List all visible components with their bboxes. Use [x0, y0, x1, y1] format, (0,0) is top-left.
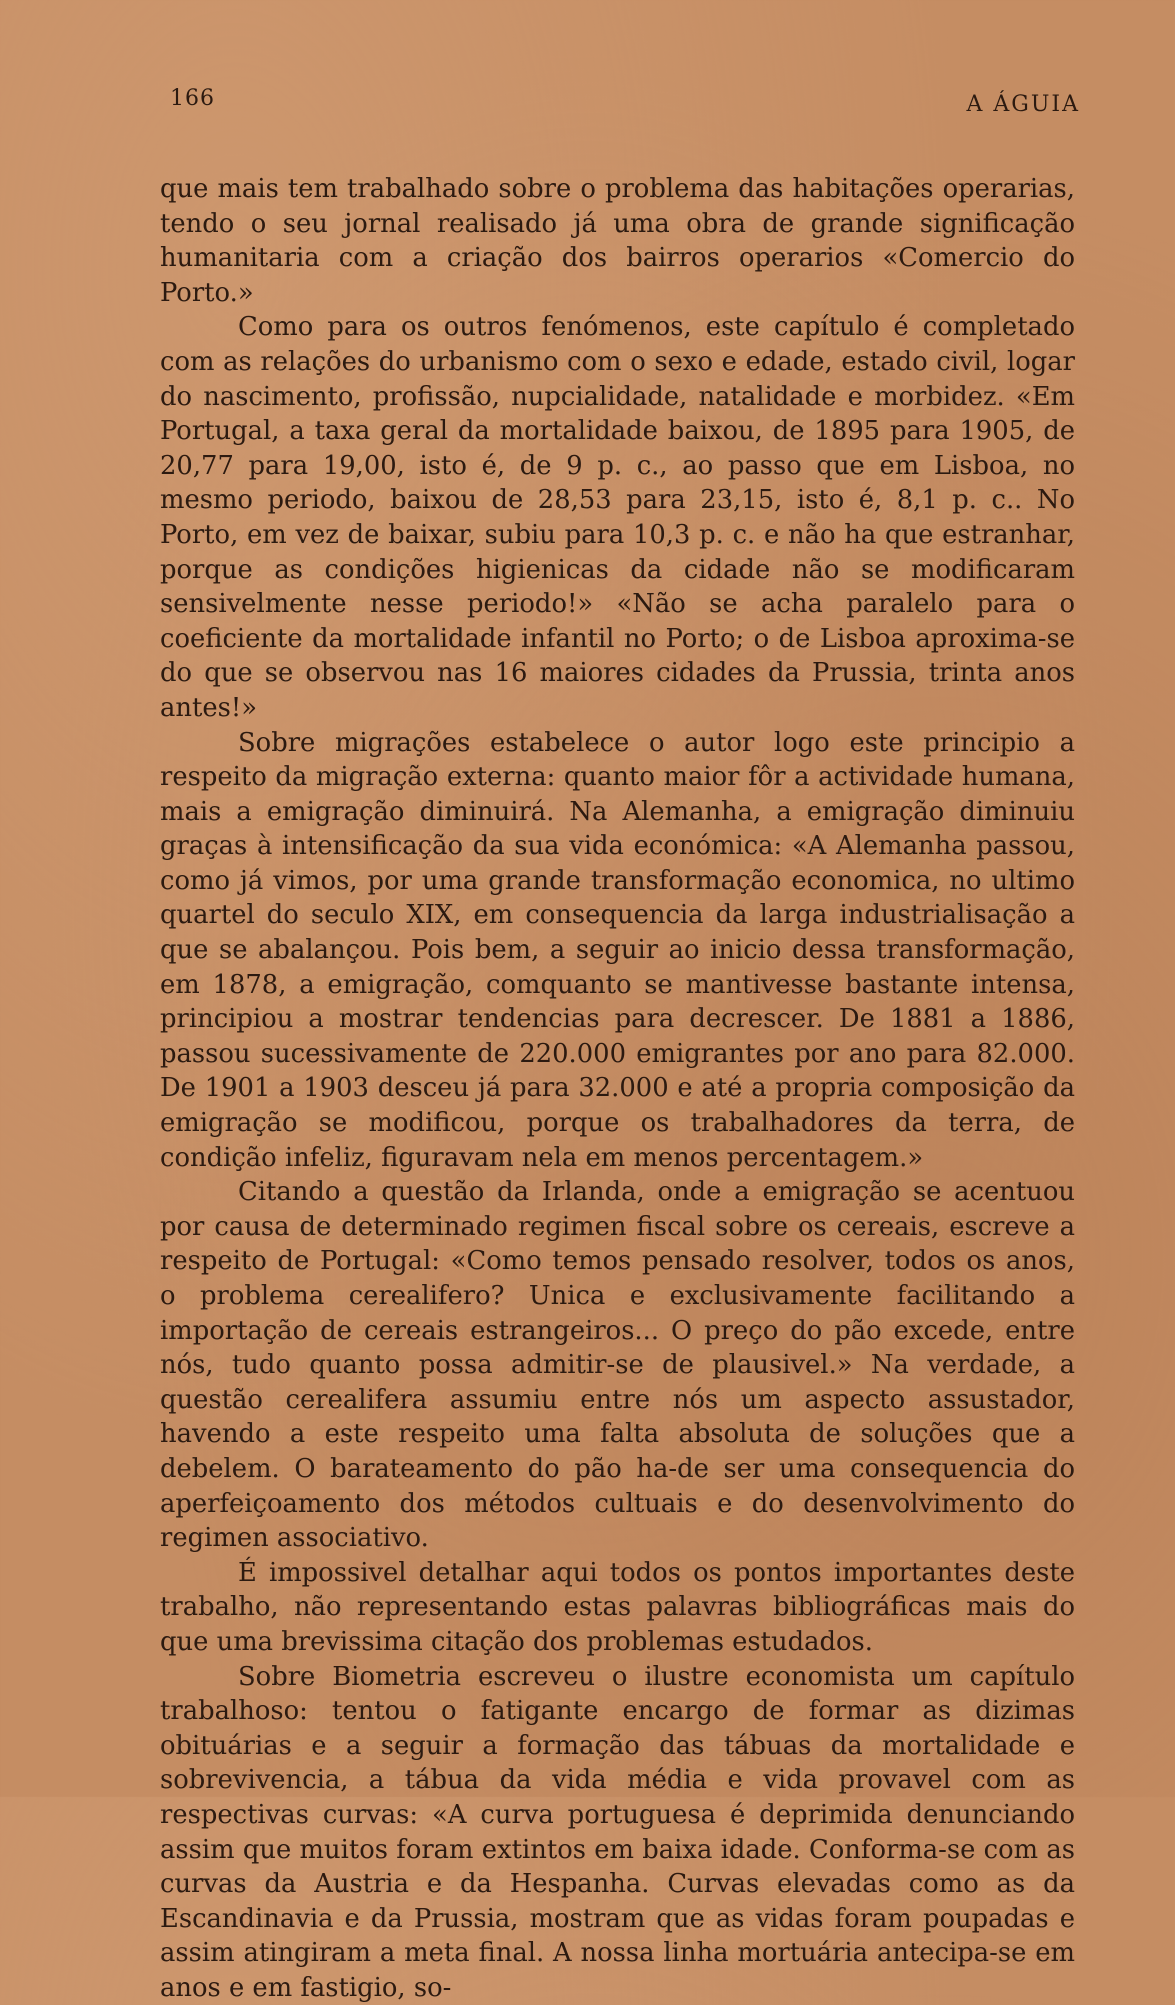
running-head: A ÁGUIA	[966, 92, 1080, 117]
paragraph-continued: que mais tem trabalhado sobre o problema das habitações operarias, tendo o seu jornal realisado já uma obra de grande significação humanitaria com a criação dos bairros operarios «Comercio do Porto.»	[160, 174, 1075, 308]
paragraph: Sobre Biometria escreveu o ilustre economista um capítulo trabalhoso: tentou o fatigante encargo de formar as dizimas obituárias e a seguir a formação das tábuas da mortalidade e sobrevivencia, a tábua da vida média e vida provavel com as respectivas curvas: «A curva portuguesa é deprimida denunciando assim que muitos foram extintos em baixa idade. Conforma-se com as curvas da Austria e da Hespanha. Curvas elevadas como as da Escandinavia e da Prussia, mostram que as vidas foram poupadas e assim atingiram a meta final. A nossa linha mortuária antecipa-se em anos e em fastigio, so-	[160, 1661, 1075, 2003]
paragraph: Sobre migrações estabelece o autor logo este principio a respeito da migração externa: quanto maior fôr a actividade humana, mais a emigração diminuirá. Na Alemanha, a emigração diminuiu graças à intensificação da sua vida económica: «A Alemanha passou, como já vimos, por uma grande transformação economica, no ultimo quartel do seculo XIX, em consequencia da larga industrialisação a que se abalançou. Pois bem, a seguir ao inicio dessa transformação, em 1878, a emigração, comquanto se mantivesse bastante intensa, principiou a mostrar tendencias para decrescer. De 1881 a 1886, passou sucessivamente de 220.000 emigrantes por ano para 82.000. De 1901 a 1903 desceu já para 32.000 e até a propria composição da emigração se modificou, porque os trabalhadores da terra, de condição infeliz, figuravam nela em menos percentagem.»	[160, 727, 1075, 1173]
paragraph: Citando a questão da Irlanda, onde a emigração se acentuou por causa de determinado regimen fiscal sobre os cereais, escreve a respeito de Portugal: «Como temos pensado resolver, todos os anos, o problema cerealifero? Unica e exclusivamente facilitando a importação de cereais estrangeiros... O preço do pão excede, entre nós, tudo quanto possa admitir-se de plausivel.» Na verdade, a questão cerealifera assumiu entre nós um aspecto assustador, havendo a este respeito uma falta absoluta de soluções que a debelem. O barateamento do pão ha-de ser uma consequencia do aperfeiçoamento dos métodos cultuais e do desenvolvimento do regimen associativo.	[160, 1177, 1075, 1554]
paragraph: Como para os outros fenómenos, este capítulo é completado com as relações do urbanismo com o sexo e edade, estado civil, logar do nascimento, profissão, nupcialidade, natalidade e morbidez. «Em Portugal, a taxa geral da mortalidade baixou, de 1895 para 1905, de 20,77 para 19,00, isto é, de 9 p. c., ao passo que em Lisboa, no mesmo periodo, baixou de 28,53 para 23,15, isto é, 8,1 p. c.. No Porto, em vez de baixar, subiu para 10,3 p. c. e não ha que estranhar, porque as condições higienicas da cidade não se modificaram sensivelmente nesse periodo!» «Não se acha paralelo para o coeficiente da mortalidade infantil no Porto; o de Lisboa aproxima-se do que se observou nas 16 maiores cidades da Prussia, trinta anos antes!»	[160, 312, 1075, 723]
paragraph: É impossivel detalhar aqui todos os pontos importantes deste trabalho, não representando estas palavras bibliográficas mais do que uma brevissima citação dos problemas estudados.	[160, 1557, 1075, 1657]
page-number: 166	[170, 86, 215, 111]
page-header	[170, 86, 1080, 126]
body-text	[160, 172, 1075, 2005]
